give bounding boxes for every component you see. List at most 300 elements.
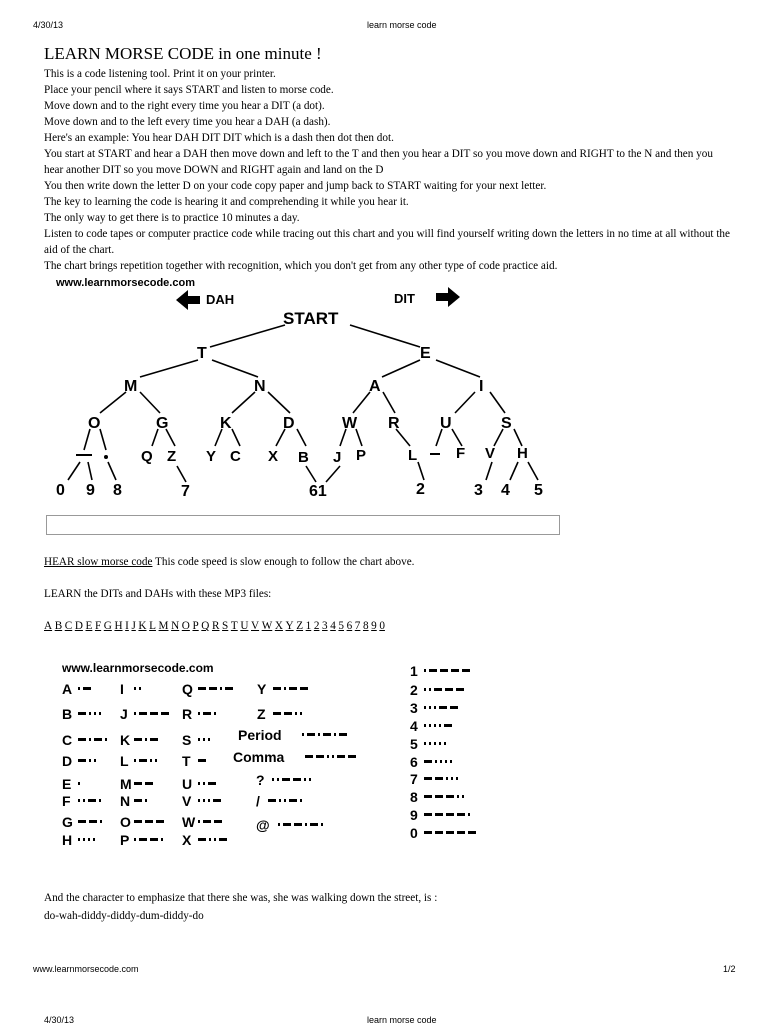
morse-mark [279, 799, 281, 802]
letter-link-e[interactable]: E [85, 620, 93, 632]
digit-5: 5 [534, 482, 543, 499]
morse-mark [155, 759, 157, 762]
digit-61: 61 [309, 483, 327, 500]
letter-link-1[interactable]: 1 [305, 620, 312, 632]
letter-link-s[interactable]: S [222, 620, 229, 632]
code-letter: Z [257, 706, 266, 722]
morse-mark [78, 712, 86, 715]
morse-mark [439, 724, 441, 727]
page-title: LEARN MORSE CODE in one minute ! [44, 44, 322, 63]
morse-mark [327, 755, 329, 758]
morse-mark [268, 799, 276, 802]
morse-mark [198, 799, 200, 802]
letter-link-2[interactable]: 2 [313, 620, 320, 632]
morse-mark [446, 777, 448, 780]
morse-mark [78, 838, 80, 841]
morse-mark [134, 759, 136, 762]
digit-3: 3 [474, 482, 483, 499]
code-letter: Period [238, 727, 282, 743]
morse-mark [161, 712, 169, 715]
paragraph: The only way to get there is to practice 10 minutes a day. [44, 212, 300, 224]
morse-mark [214, 838, 216, 841]
morse-mark [424, 742, 426, 745]
morse-mark [302, 733, 304, 736]
morse-mark [284, 712, 292, 715]
code-letter: / [256, 793, 260, 809]
node-q: Q [141, 448, 153, 465]
letter-link-0[interactable]: 0 [379, 620, 385, 632]
morse-mark [89, 738, 91, 741]
morse-mark [93, 838, 95, 841]
letter-link-r[interactable]: R [211, 620, 220, 632]
node-n: N [254, 378, 266, 395]
morse-mark [198, 759, 206, 762]
morse-mark [198, 838, 206, 841]
letter-link-t[interactable]: T [230, 620, 238, 632]
letter-link-9[interactable]: 9 [371, 620, 377, 632]
morse-mark [282, 778, 290, 781]
paragraph: The chart brings repetition together with recognition, which you don't get from any other type of code practice aid. [44, 260, 558, 272]
morse-mark [462, 669, 470, 672]
morse-mark [435, 831, 443, 834]
morse-mark [332, 755, 334, 758]
morse-mark [134, 738, 142, 741]
morse-mark [156, 820, 164, 823]
morse-mark [348, 755, 356, 758]
morse-mark [457, 795, 459, 798]
morse-mark [208, 799, 210, 802]
start-node: START [283, 309, 339, 328]
morse-mark [468, 831, 476, 834]
morse-mark [78, 759, 86, 762]
morse-mark [451, 777, 453, 780]
digit-4: 4 [501, 482, 510, 499]
code-letter: G [62, 814, 73, 830]
morse-mark [89, 759, 91, 762]
morse-mark [134, 820, 142, 823]
morse-mark [462, 795, 464, 798]
morse-mark [139, 712, 147, 715]
letter-link-5[interactable]: 5 [338, 620, 344, 632]
morse-mark [203, 712, 211, 715]
digit-0: 0 [56, 482, 65, 499]
node-o: O [88, 415, 101, 432]
code-letter: D [62, 753, 73, 769]
letter-link-o[interactable]: O [181, 620, 190, 632]
morse-mark [209, 838, 211, 841]
code-letter: 1 [410, 663, 418, 679]
morse-mark [444, 742, 446, 745]
morse-mark [209, 687, 217, 690]
node-h: H [517, 445, 528, 462]
node-d: D [283, 415, 295, 432]
print-date: 4/30/13 [33, 20, 64, 30]
morse-mark [300, 799, 302, 802]
morse-mark [203, 782, 205, 785]
morse-mark [439, 742, 441, 745]
paragraph: This is a code listening tool. Print it on your printer. [44, 68, 276, 80]
morse-mark [283, 823, 291, 826]
morse-mark [145, 820, 153, 823]
letter-link-l[interactable]: L [149, 620, 156, 632]
morse-mark [435, 813, 443, 816]
node-e: E [420, 345, 431, 362]
node-i: I [479, 378, 484, 395]
morse-mark [429, 742, 431, 745]
morse-mark [295, 712, 297, 715]
morse-mark [307, 733, 315, 736]
morse-mark [139, 759, 147, 762]
node-u: U [440, 415, 452, 432]
morse-mark [134, 799, 142, 802]
code-letter: V [182, 793, 192, 809]
morse-mark [198, 782, 200, 785]
node-p: P [356, 447, 367, 464]
chart-site-label: www.learnmorsecode.com [62, 661, 214, 675]
code-letter: 7 [410, 771, 418, 787]
morse-mark [198, 820, 200, 823]
morse-mark [321, 823, 323, 826]
node-j: J [333, 449, 342, 466]
morse-mark [456, 777, 458, 780]
paragraph: You start at START and hear a DAH then move down and left to the T and then you hear a DIT so you move down and RIGHT to the N and then you hear another DIT so you move DOWN and RIGHT again and land on the D [44, 148, 713, 176]
morse-mark [305, 755, 313, 758]
dit-label: DIT [394, 291, 415, 306]
morse-mark [435, 795, 443, 798]
code-letter: U [182, 776, 193, 792]
morse-mark [105, 738, 107, 741]
node-v: V [485, 445, 496, 462]
morse-mark [214, 820, 222, 823]
code-letter: A [62, 681, 73, 697]
morse-mark [318, 733, 320, 736]
morse-mark [456, 688, 464, 691]
letter-link-b[interactable]: B [54, 620, 63, 632]
morse-mark [83, 838, 85, 841]
morse-mark [145, 799, 147, 802]
morse-mark [284, 799, 286, 802]
letter-link-a[interactable]: A [44, 620, 53, 632]
morse-mark [424, 760, 432, 763]
code-letter: P [120, 832, 130, 848]
footer-url[interactable]: www.learnmorsecode.com [33, 964, 139, 974]
letter-link-d[interactable]: D [74, 620, 83, 632]
code-letter: S [182, 732, 192, 748]
morse-mark [161, 838, 163, 841]
code-letter: J [120, 706, 128, 722]
node-g: G [156, 415, 169, 432]
node-w: W [342, 415, 358, 432]
morse-mark [424, 795, 432, 798]
letter-link-w[interactable]: W [261, 620, 273, 632]
morse-mark [278, 823, 280, 826]
morse-mark [78, 738, 86, 741]
morse-mark [429, 724, 431, 727]
morse-mark [208, 782, 216, 785]
code-letter: ? [256, 772, 265, 788]
code-letter: W [182, 814, 196, 830]
letter-link-8[interactable]: 8 [362, 620, 369, 632]
hear-slow-link[interactable]: HEAR slow morse code [44, 556, 153, 568]
digit-9: 9 [86, 482, 95, 499]
letter-link-m[interactable]: M [158, 620, 169, 632]
morse-mark [94, 712, 96, 715]
letter-link-q[interactable]: Q [201, 620, 210, 632]
morse-mark [88, 838, 90, 841]
morse-mark [305, 823, 307, 826]
code-letter: Comma [233, 749, 285, 765]
morse-mark [277, 778, 279, 781]
closing-line: And the character to emphasize that there she was, she was walking down the street, is : [44, 892, 438, 904]
code-letter: K [120, 732, 131, 748]
dah-label: DAH [206, 292, 235, 307]
morse-mark [99, 712, 101, 715]
code-letter: Y [257, 681, 267, 697]
morse-mark [134, 782, 142, 785]
letter-link-u[interactable]: U [240, 620, 249, 632]
code-letter: 3 [410, 700, 418, 716]
letter-link-x[interactable]: X [274, 620, 283, 632]
node-b: B [298, 449, 309, 466]
morse-mark [198, 712, 200, 715]
morse-mark [99, 799, 101, 802]
node-t: T [197, 345, 207, 362]
morse-mark [94, 738, 102, 741]
hear-description: This code speed is slow enough to follow the chart above. [152, 556, 415, 568]
morse-mark [429, 706, 431, 709]
morse-mark [78, 799, 80, 802]
paragraph: Here's an example: You hear DAH DIT DIT which is a dash then dot then dot. [44, 132, 394, 144]
letter-link-j[interactable]: J [131, 620, 136, 632]
morse-mark [294, 823, 302, 826]
letter-link-p[interactable]: P [192, 620, 199, 632]
letter-link-7[interactable]: 7 [354, 620, 361, 632]
morse-mark [139, 687, 141, 690]
morse-mark [439, 706, 447, 709]
morse-mark [78, 687, 80, 690]
morse-mark [334, 733, 336, 736]
learn-text: LEARN the DITs and DAHs with these MP3 files: [44, 588, 272, 600]
morse-mark [289, 799, 297, 802]
node-z: Z [167, 448, 177, 465]
code-letter: 5 [410, 736, 418, 752]
node-c: C [230, 448, 241, 465]
code-letter: 8 [410, 789, 418, 805]
morse-mark [78, 782, 80, 785]
letter-link-n[interactable]: N [171, 620, 180, 632]
morse-mark [444, 724, 452, 727]
code-letter: 6 [410, 754, 418, 770]
morse-mark [310, 823, 318, 826]
morse-mark [445, 760, 447, 763]
morse-mark [150, 759, 152, 762]
morse-mark [323, 733, 331, 736]
morse-mark [309, 778, 311, 781]
code-letter: N [120, 793, 131, 809]
code-letter: 9 [410, 807, 418, 823]
morse-mark [424, 688, 426, 691]
node-f: F [456, 445, 466, 462]
paragraph: Move down and to the left every time you hear a DAH (a dash). [44, 116, 331, 128]
morse-mark [213, 799, 221, 802]
code-letter: I [120, 681, 124, 697]
morse-mark [424, 669, 426, 672]
morse-mark [446, 831, 454, 834]
digit-8: 8 [113, 482, 122, 499]
digit-2: 2 [416, 481, 425, 498]
morse-mark [337, 755, 345, 758]
node-l: L [408, 447, 418, 464]
code-letter: Q [182, 681, 193, 697]
paragraph: Listen to code tapes or computer practice code while tracing out this chart and you will find yourself writing down the letters in no time at all without the aid of the chart. [44, 228, 730, 256]
node-s: S [501, 415, 512, 432]
code-letter: T [182, 753, 191, 769]
morse-mark [273, 712, 281, 715]
morse-mark [219, 838, 227, 841]
morse-mark [446, 813, 454, 816]
morse-mark [424, 724, 426, 727]
letter-link-f[interactable]: F [94, 620, 102, 632]
letter-link-h[interactable]: H [114, 620, 123, 632]
morse-mark [214, 712, 216, 715]
morse-mark [440, 760, 442, 763]
morse-mark [450, 760, 452, 763]
morse-mark [440, 669, 448, 672]
node-x: X [268, 448, 279, 465]
letter-link-y[interactable]: Y [285, 620, 294, 632]
morse-mark [145, 782, 153, 785]
morse-mark [446, 795, 454, 798]
footer-page: 1/2 [723, 964, 736, 974]
morse-mark [445, 688, 453, 691]
morse-mark [145, 738, 147, 741]
morse-mark [300, 687, 308, 690]
morse-mark [424, 831, 432, 834]
morse-mark [457, 813, 465, 816]
letter-link-c[interactable]: C [64, 620, 73, 632]
morse-mark [424, 777, 432, 780]
morse-mark [89, 712, 91, 715]
letter-link-3[interactable]: 3 [322, 620, 328, 632]
paragraph: Move down and to the right every time you hear a DIT (a dot). [44, 100, 325, 112]
morse-mark [88, 799, 96, 802]
code-letter: 0 [410, 825, 418, 841]
morse-mark [139, 838, 147, 841]
code-letter: @ [256, 817, 270, 833]
letter-link-4[interactable]: 4 [330, 620, 336, 632]
letter-link-i[interactable]: I [125, 620, 129, 632]
code-letter: H [62, 832, 73, 848]
code-letter: B [62, 706, 73, 722]
morse-mark [203, 799, 205, 802]
morse-mark [134, 712, 136, 715]
morse-mark [424, 706, 426, 709]
morse-mark [89, 820, 97, 823]
code-letter: R [182, 706, 193, 722]
morse-mark [429, 669, 437, 672]
morse-mark [457, 831, 465, 834]
morse-mark [150, 738, 158, 741]
node-m: M [124, 378, 138, 395]
morse-mark [94, 759, 96, 762]
morse-mark [435, 777, 443, 780]
letter-link-6[interactable]: 6 [346, 620, 353, 632]
morse-mark [434, 688, 442, 691]
code-letter: E [62, 776, 72, 792]
morse-mark [293, 778, 301, 781]
morse-mark [339, 733, 347, 736]
node-y: Y [206, 448, 217, 465]
digit-7: 7 [181, 483, 190, 500]
footer-date: 4/30/13 [44, 1015, 75, 1025]
code-letter: 4 [410, 718, 418, 734]
code-letter: M [120, 776, 132, 792]
morse-mark [83, 687, 91, 690]
morse-mark [304, 778, 306, 781]
letter-link-g[interactable]: G [103, 620, 112, 632]
code-letter: X [182, 832, 192, 848]
morse-mark [429, 688, 431, 691]
morse-mark [289, 687, 297, 690]
footer-title: learn morse code [367, 1015, 437, 1025]
node-r: R [388, 415, 400, 432]
morse-mark [83, 799, 85, 802]
code-letter: L [120, 753, 129, 769]
morse-mark [198, 738, 200, 741]
paragraph: The key to learning the code is hearing it and comprehending it while you hear it. [44, 196, 409, 208]
morse-mark [424, 813, 432, 816]
morse-mark [225, 687, 233, 690]
code-letter: C [62, 732, 73, 748]
closing-phrase: do-wah-diddy-diddy-dum-diddy-do [44, 910, 204, 922]
paragraph: Place your pencil where it says START and listen to morse code. [44, 84, 334, 96]
morse-mark [150, 712, 158, 715]
morse-mark [100, 820, 102, 823]
print-title: learn morse code [367, 20, 437, 30]
morse-mark [468, 813, 470, 816]
morse-mark [434, 742, 436, 745]
morse-mark [198, 687, 206, 690]
morse-mark [220, 687, 222, 690]
morse-mark [203, 820, 211, 823]
letter-link-z[interactable]: Z [296, 620, 304, 632]
node-k: K [220, 415, 232, 432]
morse-mark [134, 838, 136, 841]
morse-mark [451, 669, 459, 672]
morse-mark [284, 687, 286, 690]
code-letter: O [120, 814, 131, 830]
morse-mark [316, 755, 324, 758]
morse-mark [300, 712, 302, 715]
morse-mark [150, 838, 158, 841]
morse-mark [273, 687, 281, 690]
morse-mark [134, 687, 136, 690]
code-letter: F [62, 793, 71, 809]
morse-mark [78, 820, 86, 823]
morse-mark [208, 738, 210, 741]
paragraph: You then write down the letter D on your code copy paper and jump back to START waiting for your next letter. [44, 180, 547, 192]
letter-link-v[interactable]: V [251, 620, 260, 632]
morse-mark [450, 706, 458, 709]
tree-site-label: www.learnmorsecode.com [56, 277, 195, 289]
code-letter: 2 [410, 682, 418, 698]
letter-link-k[interactable]: K [138, 620, 147, 632]
morse-mark [434, 724, 436, 727]
morse-mark [435, 760, 437, 763]
morse-mark [272, 778, 274, 781]
morse-mark [434, 706, 436, 709]
morse-mark [203, 738, 205, 741]
